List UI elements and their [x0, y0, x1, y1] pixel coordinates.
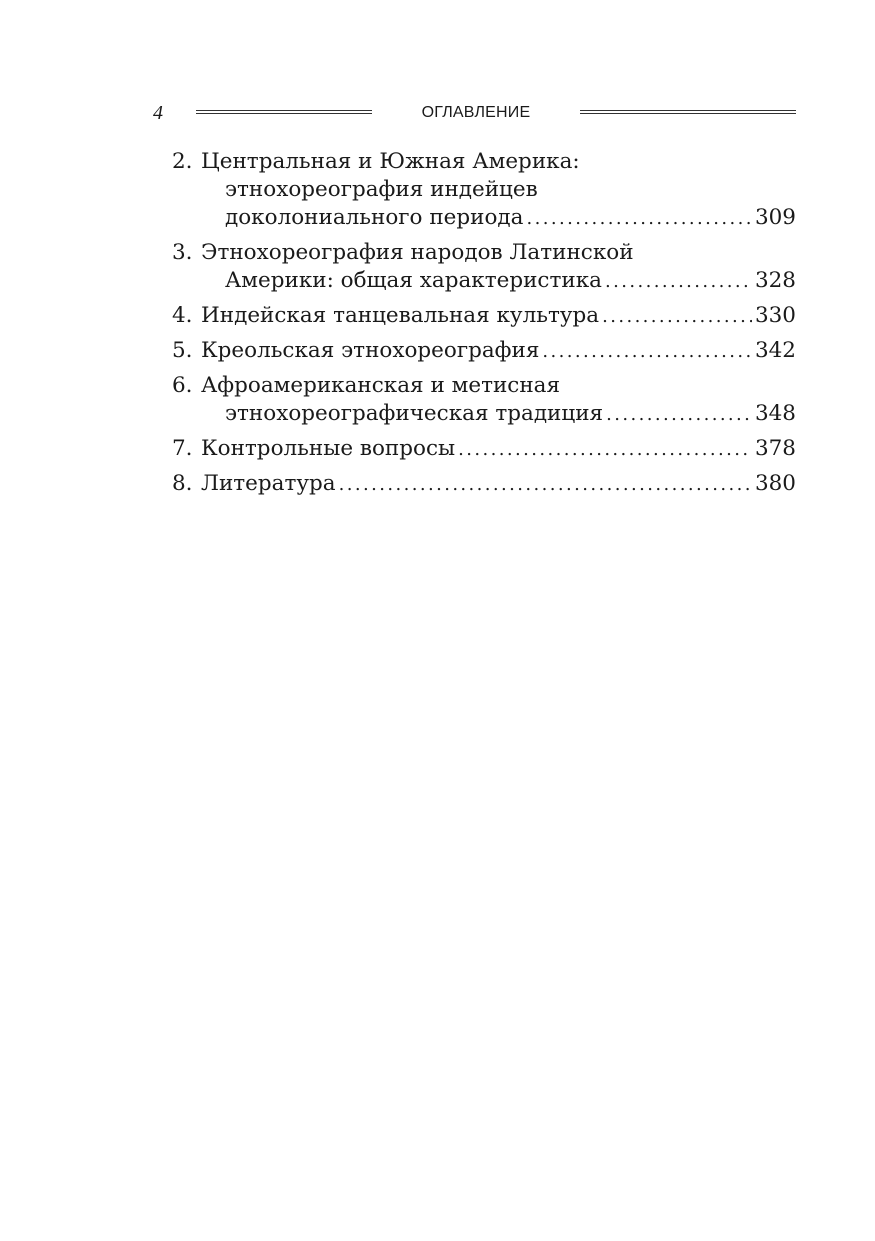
- dot-leader: [606, 401, 752, 429]
- toc-entry-7[interactable]: [172, 435, 796, 463]
- toc-page-number: 348: [754, 401, 796, 426]
- toc-page-number: 342: [754, 338, 796, 363]
- toc-entry-number: 6.: [172, 373, 193, 398]
- toc-page-number: 328: [754, 268, 796, 293]
- toc-entry-number: 5.: [172, 338, 193, 363]
- toc-entry-2[interactable]: [172, 148, 796, 232]
- running-header: [0, 102, 875, 124]
- toc-entry-title-line: Контрольные вопросы: [201, 436, 456, 461]
- toc-entry-title-line: Америки: общая характеристика: [225, 268, 602, 293]
- toc-entry-title-line: Центральная и Южная Америка:: [201, 149, 580, 174]
- toc-entry-number: 8.: [172, 471, 193, 496]
- toc-entry-8[interactable]: [172, 470, 796, 498]
- toc-page-number: 309: [754, 205, 796, 230]
- toc-entry-title-line: этнохореографическая традиция: [225, 401, 604, 426]
- toc-page-number: 380: [754, 471, 796, 496]
- toc-entry-title-line: Афроамериканская и метисная: [201, 373, 561, 398]
- toc-entry-number: 7.: [172, 436, 193, 461]
- table-of-contents: [172, 148, 796, 505]
- dot-leader: [602, 303, 752, 331]
- toc-entry-number: 2.: [172, 149, 193, 174]
- dot-leader: [542, 338, 752, 366]
- dot-leader: [458, 436, 752, 464]
- toc-entry-number: 3.: [172, 240, 193, 265]
- page-number: 4: [153, 102, 163, 124]
- header-rule-left: [196, 110, 372, 114]
- toc-entry-title-line: Креольская этнохореография: [201, 338, 540, 363]
- toc-page-number: 330: [754, 303, 796, 328]
- toc-entry-5[interactable]: [172, 337, 796, 365]
- running-title: ОГЛАВЛЕНИЕ: [421, 104, 531, 121]
- toc-entry-title-line: Индейская танцевальная культура: [201, 303, 600, 328]
- toc-page-number: 378: [754, 436, 796, 461]
- dot-leader: [605, 268, 752, 296]
- toc-entry-6[interactable]: [172, 372, 796, 428]
- header-rule-right: [580, 110, 796, 114]
- toc-entry-3[interactable]: [172, 239, 796, 295]
- toc-entry-4[interactable]: [172, 302, 796, 330]
- dot-leader: [339, 471, 752, 499]
- toc-entry-title-line: доколониального периода: [225, 205, 524, 230]
- toc-entry-title-line: Этнохореография народов Латинской: [201, 240, 634, 265]
- toc-entry-number: 4.: [172, 303, 193, 328]
- toc-entry-title-line: этнохореография индейцев: [225, 177, 538, 202]
- dot-leader: [526, 205, 751, 233]
- toc-entry-title-line: Литература: [201, 471, 336, 496]
